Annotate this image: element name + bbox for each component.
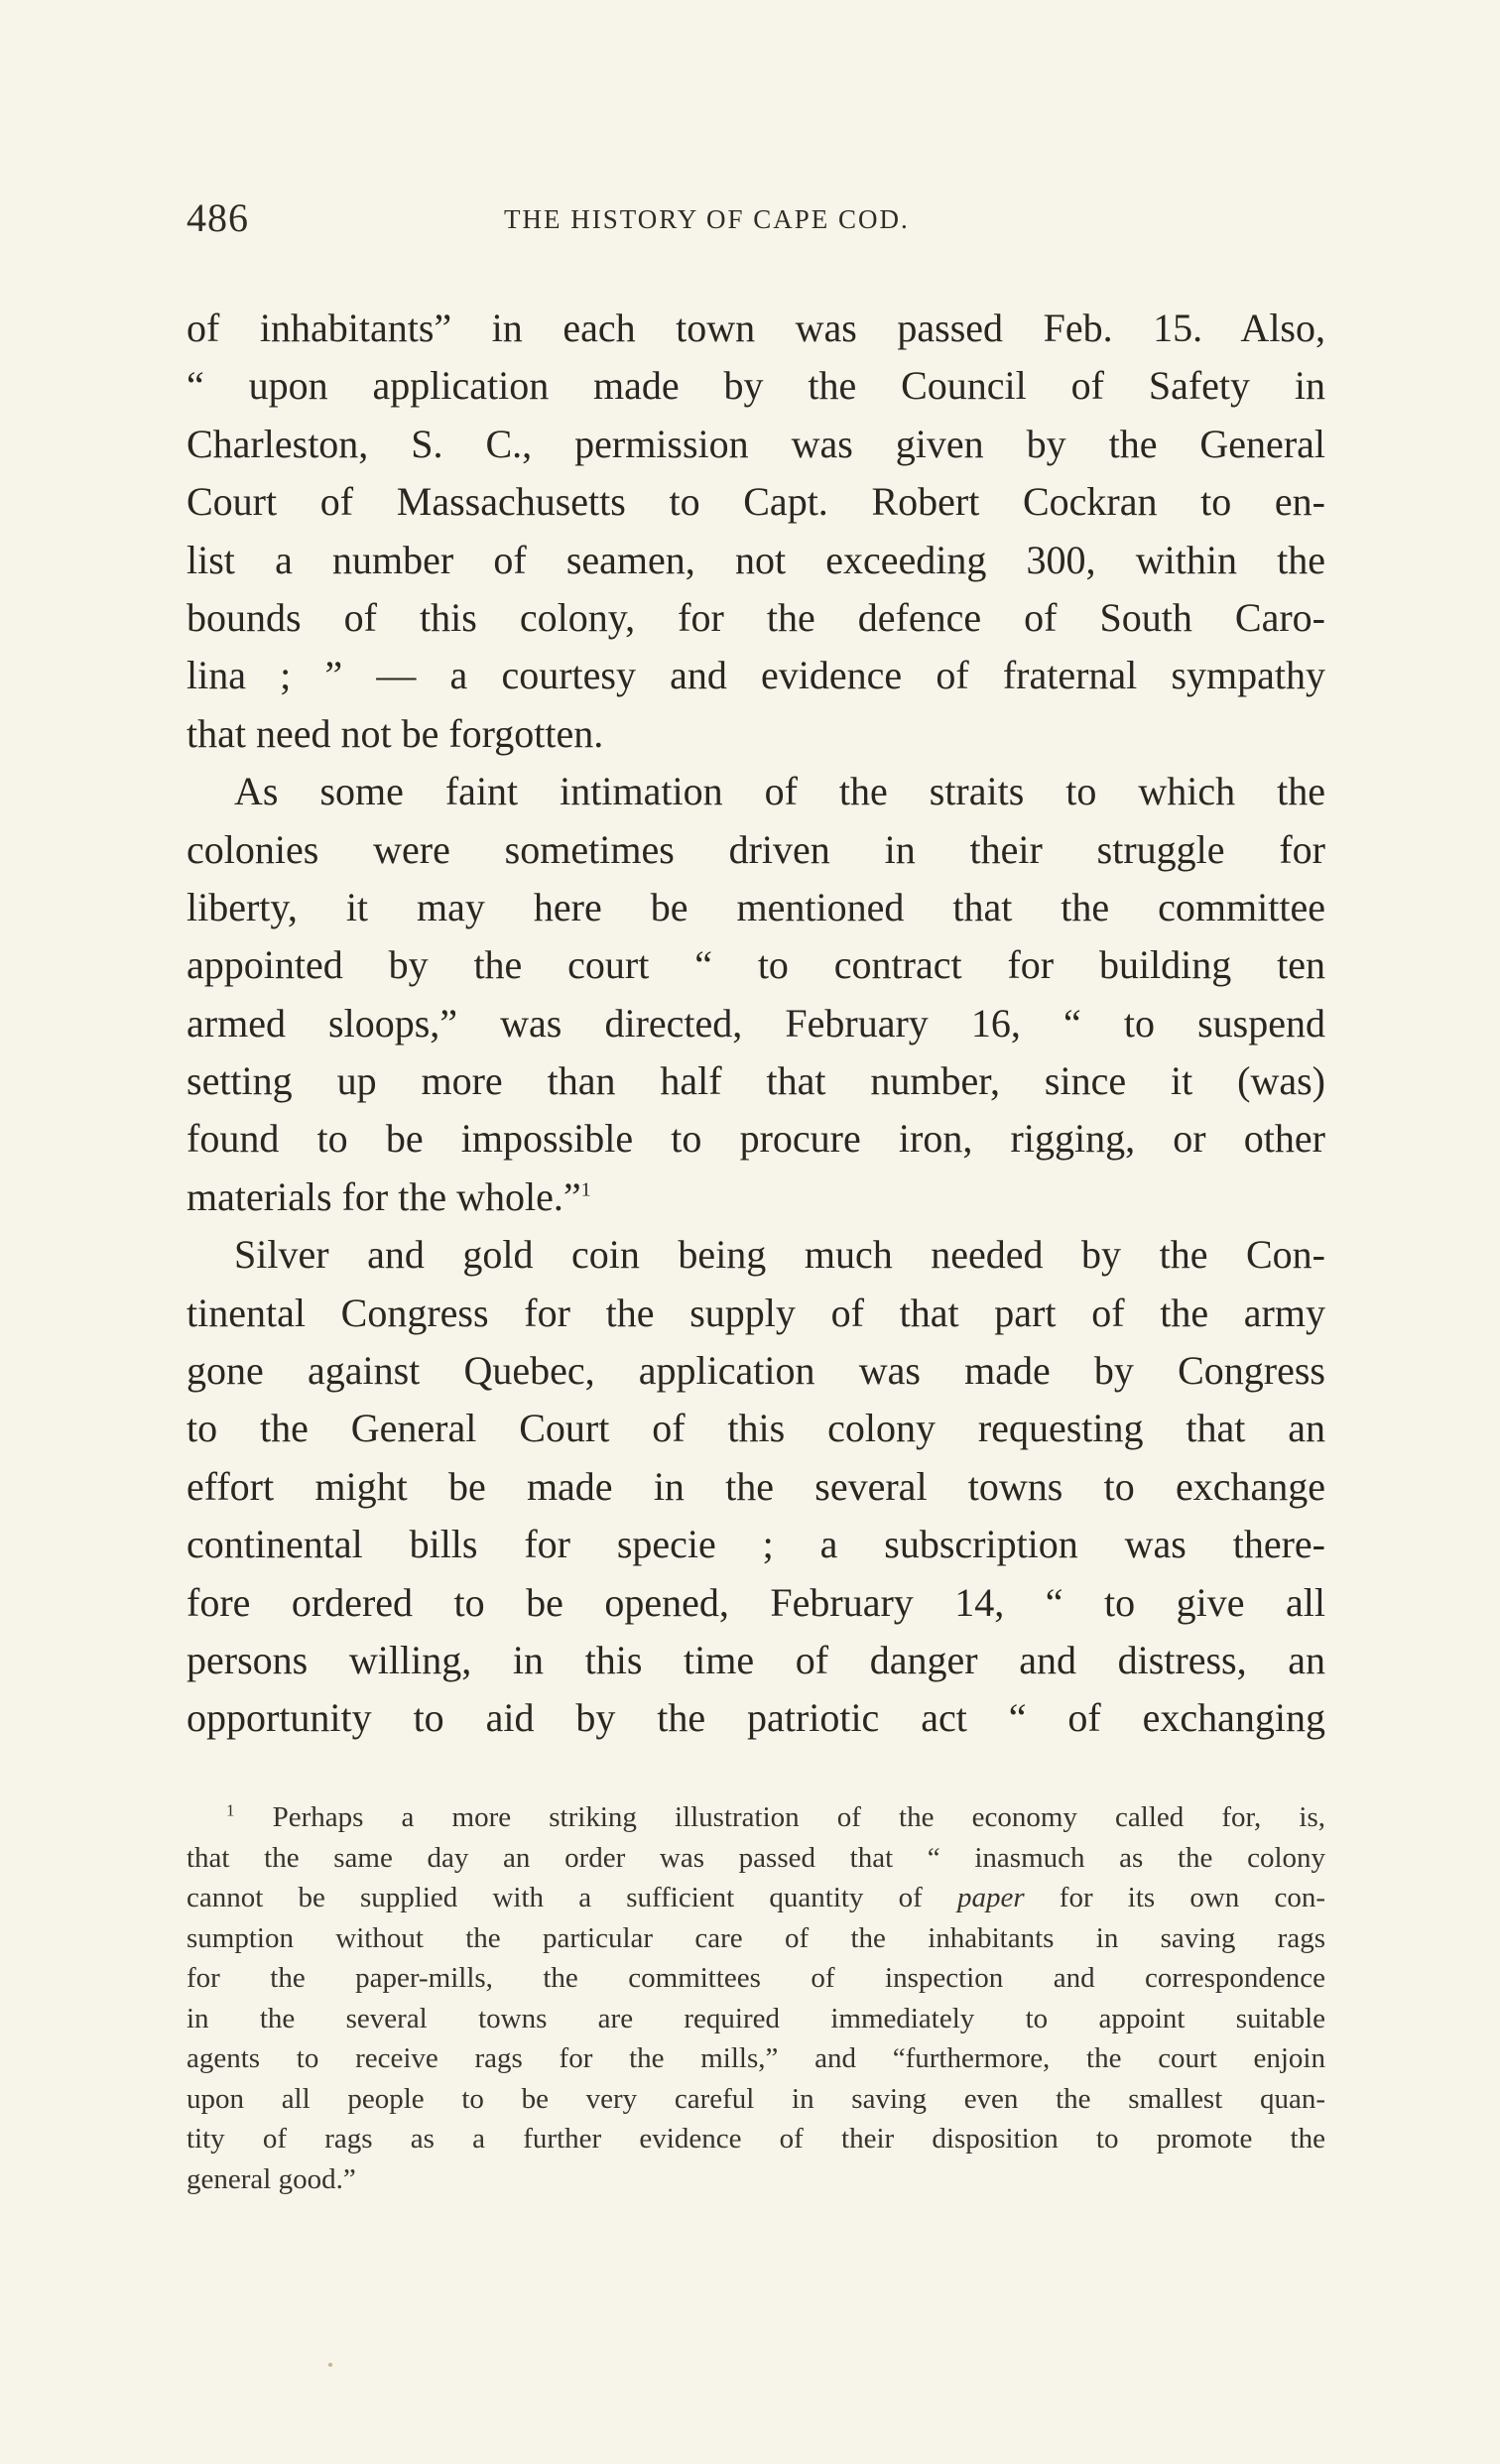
text-line: bounds of this colony, for the defence of South Caro- [187, 594, 1325, 640]
footnote-line: in the several towns are required immediately to appoint suitable [187, 2002, 1325, 2034]
text-line: list a number of seamen, not exceeding 300, within the [187, 537, 1325, 582]
text-line: opportunity to aid by the patriotic act “ of exchanging [187, 1695, 1325, 1741]
footnote-line: $^1$ Perhaps a more striking illustration of the economy called for, is, [226, 1800, 1325, 1833]
text-line: found to be impossible to procure iron, rigging, or other [187, 1116, 1325, 1162]
text-line: that need not be forgotten. [187, 710, 604, 756]
page-number: 486 [187, 195, 249, 240]
text-line: Court of Massachusetts to Capt. Robert Cockran to en- [187, 479, 1325, 525]
text-line: effort might be made in the several towns to exchange [187, 1463, 1325, 1509]
footnote-line: cannot be supplied with a sufficient quantity of paper for its own con- [187, 1882, 1325, 1913]
text-line: materials for the whole.” [187, 1173, 581, 1219]
text-line: of inhabitants” in each town was passed Feb. 15. Also, [187, 306, 1325, 350]
text-line: fore ordered to be opened, February 14, “ to give all [187, 1579, 1325, 1625]
text-line: appointed by the court “ to contract for building ten [187, 942, 1325, 988]
text-line: Silver and gold coin being much needed by the Con- [234, 1232, 1325, 1278]
text-line: liberty, it may here be mentioned that the committee [187, 884, 1325, 929]
footnote-marker: 1 [226, 1800, 235, 1820]
text-line: lina ; ” — a courtesy and evidence of fraternal sympathy [187, 653, 1325, 698]
text-line: colonies were sometimes driven in their struggle for [187, 826, 1325, 872]
footnote-line: sumption without the particular care of the inhabitants in saving rags [187, 1921, 1325, 1954]
footnote [187, 1797, 1325, 2199]
text-line: “ upon application made by the Council of Safety in [187, 363, 1325, 409]
text-line: As some faint intimation of the straits to which the [234, 769, 1325, 814]
footnote-line: agents to receive rags for the mills,” and “furthermore, the court enjoin [187, 2042, 1325, 2074]
footnote-line: upon all people to be very careful in saving even the smallest quan- [187, 2082, 1325, 2115]
page-header [187, 194, 1325, 250]
text-line: persons willing, in this time of danger and distress, an [187, 1637, 1325, 1682]
text-line-with-footnote-ref [187, 1169, 1325, 1226]
text-line: setting up more than half that number, since it (was) [187, 1058, 1325, 1104]
footnote-line: tity of rags as a further evidence of their disposition to promote the [187, 2123, 1325, 2155]
footnote-reference: 1 [580, 1178, 591, 1201]
footnote-line: general good.” [187, 2162, 356, 2195]
text-line: armed sloops,” was directed, February 16, “ to suspend [187, 1000, 1325, 1046]
text-line: to the General Court of this colony requesting that an [187, 1406, 1325, 1451]
body-text [187, 300, 1325, 1748]
running-head: THE HISTORY OF CAPE COD. [504, 204, 910, 234]
emphasized-word: paper [956, 1882, 1025, 1913]
text-line: Charleston, S. C., permission was given by the General [187, 421, 1325, 466]
paper-speck [328, 2363, 332, 2367]
text-line: gone against Quebec, application was made by Congress [187, 1348, 1325, 1394]
text-line: tinental Congress for the supply of that part of the army [187, 1290, 1325, 1335]
text-line: continental bills for specie ; a subscription was there- [187, 1522, 1325, 1567]
footnote-line: for the paper-mills, the committees of inspection and correspondence [187, 1962, 1325, 1994]
footnote-line: that the same day an order was passed that “ inasmuch as the colony [187, 1841, 1325, 1874]
